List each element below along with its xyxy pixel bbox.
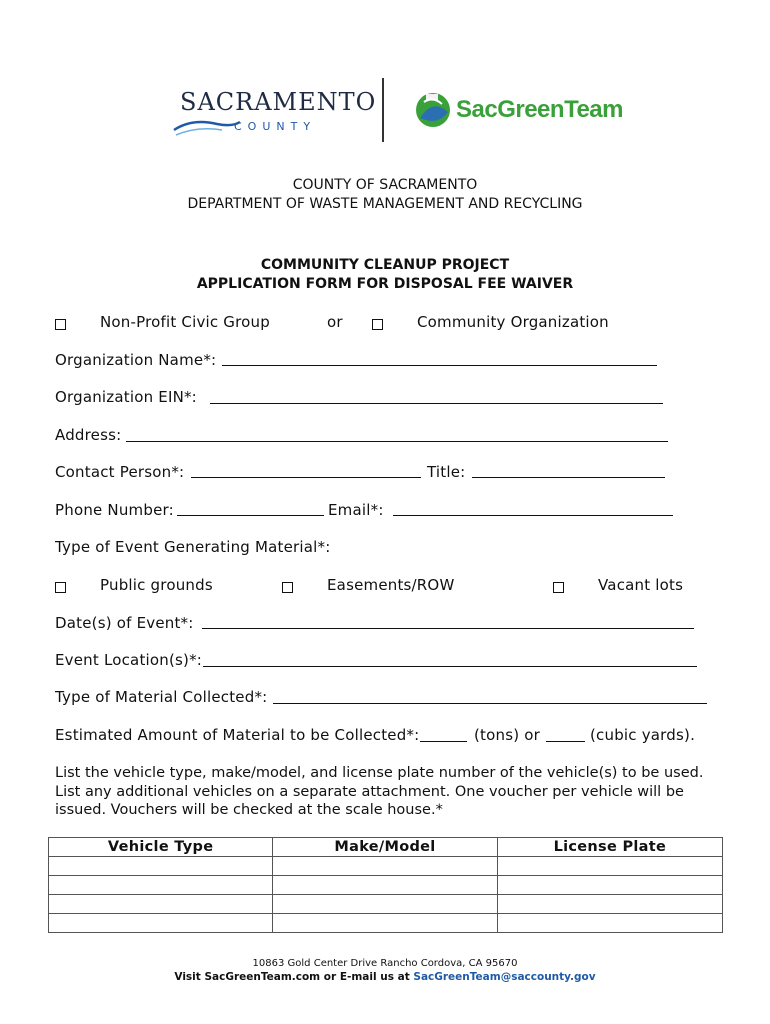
table-cell[interactable]: [273, 876, 497, 895]
collected-field[interactable]: [273, 690, 707, 704]
vehicle-table: [48, 837, 723, 933]
contact-label: Contact Person*:: [55, 463, 185, 481]
easements-label: Easements/ROW: [327, 576, 455, 594]
community-org-checkbox[interactable]: [372, 315, 383, 334]
county-wordmark: COUNTY: [234, 120, 317, 133]
department-heading: DEPARTMENT OF WASTE MANAGEMENT AND RECYCLING: [187, 196, 583, 212]
title-label: Title:: [427, 463, 466, 481]
footer-visit-text: Visit SacGreenTeam.com or E-mail us at: [174, 971, 414, 983]
table-cell[interactable]: [49, 895, 273, 914]
community-org-label: Community Organization: [417, 313, 609, 331]
table-cell[interactable]: [273, 895, 497, 914]
footer-address: 10863 Gold Center Drive Rancho Cordova, CA 95670: [252, 958, 518, 969]
form-title-2: APPLICATION FORM FOR DISPOSAL FEE WAIVER: [196, 276, 574, 292]
location-label: Event Location(s)*:: [55, 651, 203, 669]
nonprofit-checkbox[interactable]: [55, 315, 66, 334]
sacramento-wordmark: SACRAMENTO: [180, 88, 377, 116]
or-label: or: [327, 313, 343, 331]
table-cell[interactable]: [49, 876, 273, 895]
location-field[interactable]: [203, 653, 697, 667]
table-row: [49, 876, 723, 895]
header-license-plate: License Plate: [497, 838, 722, 857]
org-name-label: Organization Name*:: [55, 351, 217, 369]
header-vehicle-type: Vehicle Type: [49, 838, 273, 857]
sacramento-county-logo: [172, 86, 377, 148]
table-cell[interactable]: [273, 857, 497, 876]
table-row: [49, 895, 723, 914]
estimated-label: Estimated Amount of Material to be Collected*:: [55, 726, 420, 744]
vacant-lots-label: Vacant lots: [598, 576, 684, 594]
dates-field[interactable]: [202, 615, 694, 629]
county-heading: COUNTY OF SACRAMENTO: [292, 177, 478, 193]
table-header-row: [49, 838, 723, 857]
table-cell[interactable]: [497, 857, 722, 876]
phone-label: Phone Number:: [55, 501, 174, 519]
material-type-label: Type of Event Generating Material*:: [55, 538, 331, 556]
public-grounds-checkbox[interactable]: [55, 578, 66, 597]
table-row: [49, 857, 723, 876]
nonprofit-label: Non-Profit Civic Group: [100, 313, 270, 331]
email-label: Email*:: [328, 501, 384, 519]
contact-field[interactable]: [191, 464, 421, 478]
vehicle-instructions: List the vehicle type, make/model, and license plate number of the vehicle(s) to be used. List any additional vehicles on a separate attachment. One voucher per vehicle will be issued. Vouchers will be checked at the scale house.*: [55, 765, 704, 818]
greenteam-leaf-icon: [414, 90, 452, 130]
org-ein-field[interactable]: [210, 390, 663, 404]
org-name-field[interactable]: [222, 352, 657, 366]
dates-label: Date(s) of Event*:: [55, 614, 194, 632]
public-grounds-label: Public grounds: [100, 576, 213, 594]
table-cell[interactable]: [497, 895, 722, 914]
logo-divider: [382, 78, 384, 142]
header-make-model: Make/Model: [273, 838, 497, 857]
address-field[interactable]: [126, 428, 668, 442]
table-cell[interactable]: [497, 914, 722, 933]
table-row: [49, 914, 723, 933]
table-cell[interactable]: [273, 914, 497, 933]
tons-label: (tons) or: [474, 726, 540, 744]
org-ein-label: Organization EIN*:: [55, 388, 197, 406]
title-field[interactable]: [472, 464, 665, 478]
footer-email-link[interactable]: SacGreenTeam@saccounty.gov: [413, 971, 596, 983]
logo-bar: [0, 72, 770, 152]
table-cell[interactable]: [497, 876, 722, 895]
table-cell[interactable]: [49, 914, 273, 933]
cubic-yards-label: (cubic yards).: [590, 726, 696, 744]
tons-field[interactable]: [420, 728, 467, 742]
vacant-lots-checkbox[interactable]: [553, 578, 564, 597]
collected-label: Type of Material Collected*:: [55, 688, 268, 706]
email-field[interactable]: [393, 502, 673, 516]
form-title-1: COMMUNITY CLEANUP PROJECT: [260, 257, 510, 273]
easements-checkbox[interactable]: [282, 578, 293, 597]
footer-contact: [0, 971, 770, 983]
table-cell[interactable]: [49, 857, 273, 876]
address-label: Address:: [55, 426, 122, 444]
greenteam-wordmark: SacGreenTeam: [456, 96, 623, 123]
cubic-yards-field[interactable]: [546, 728, 585, 742]
phone-field[interactable]: [177, 502, 324, 516]
